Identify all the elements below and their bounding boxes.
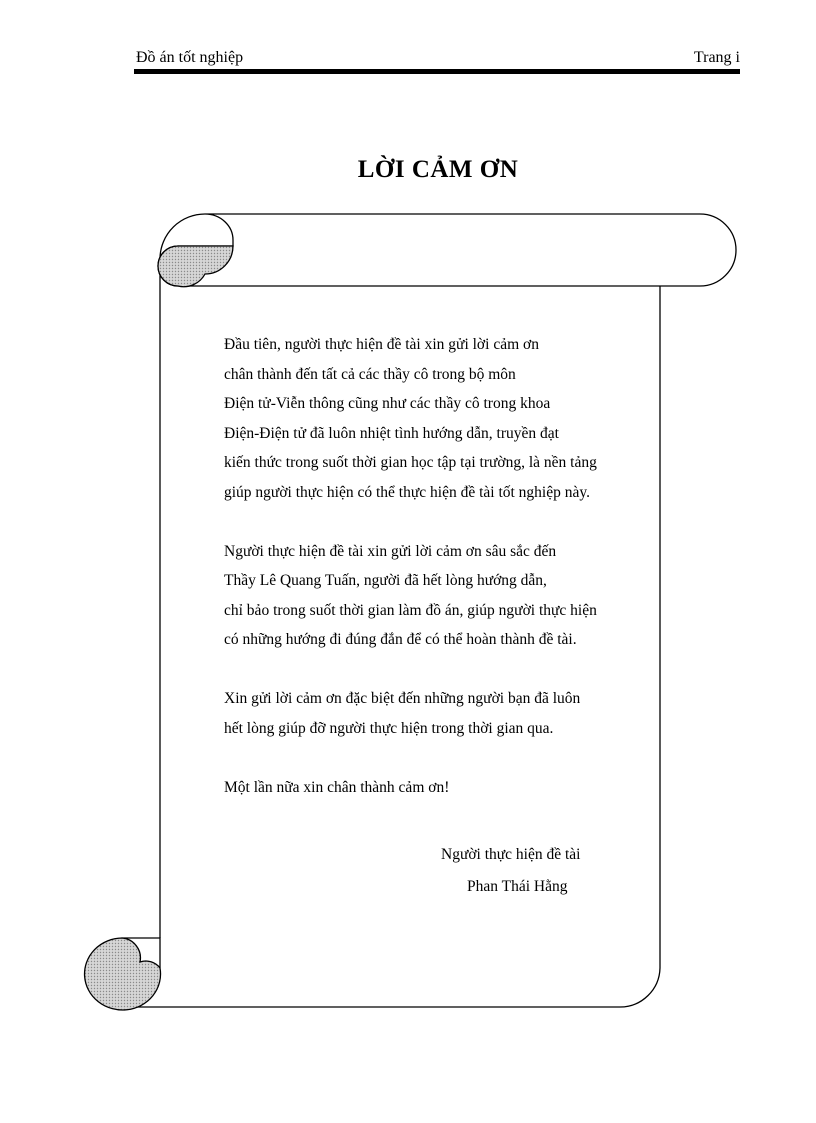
scroll-top-curl <box>158 246 233 287</box>
text-line: Một lần nữa xin chân thành cảm ơn! <box>224 778 450 796</box>
text-line: có những hướng đi đúng đắn để có thể hoàn thành đề tài. <box>224 631 577 648</box>
scroll-bottom-right-corner <box>620 968 660 1007</box>
page-number-label: Trang i <box>693 49 740 66</box>
text-line: kiến thức trong suốt thời gian học tập tại trường, là nền tảng <box>224 454 597 471</box>
paragraph-3 <box>224 684 664 743</box>
text-line: chỉ bảo trong suốt thời gian làm đồ án, giúp người thực hiện <box>224 601 597 619</box>
text-line: hết lòng giúp đỡ người thực hiện trong thời gian qua. <box>224 719 554 737</box>
text-line: Điện-Điện tử đã luôn nhiệt tình hướng dẫn, truyền đạt <box>224 424 559 442</box>
text-line: Đầu tiên, người thực hiện đề tài xin gửi lời cảm ơn <box>224 336 539 353</box>
scroll-top-roll <box>158 214 736 286</box>
scroll-top-edge <box>160 214 205 938</box>
scroll-bottom-curl <box>85 938 161 1010</box>
signature-role: Người thực hiện đề tài <box>441 846 581 863</box>
text-line: Xin gửi lời cảm ơn đặc biệt đến những người bạn đã luôn <box>224 690 581 707</box>
acknowledgement-body <box>224 330 664 802</box>
text-line: giúp người thực hiện có thể thực hiện đề tài tốt nghiệp này. <box>224 483 590 501</box>
text-line: Điện tử-Viễn thông cũng như các thầy cô trong khoa <box>224 395 551 412</box>
text-line: Thầy Lê Quang Tuấn, người đã hết lòng hướng dẫn, <box>224 572 547 589</box>
page-title: LỜI CẢM ƠN <box>357 156 519 183</box>
signature-name: Phan Thái Hằng <box>467 878 568 895</box>
paragraph-2 <box>224 537 664 655</box>
document-type-label: Đồ án tốt nghiệp <box>136 49 244 66</box>
text-line: Người thực hiện đề tài xin gửi lời cảm ơn sâu sắc đến <box>224 542 557 560</box>
paragraph-1 <box>224 330 664 507</box>
paragraph-4 <box>224 773 664 803</box>
text-line: chân thành đến tất cả các thầy cô trong bộ môn <box>224 365 516 383</box>
